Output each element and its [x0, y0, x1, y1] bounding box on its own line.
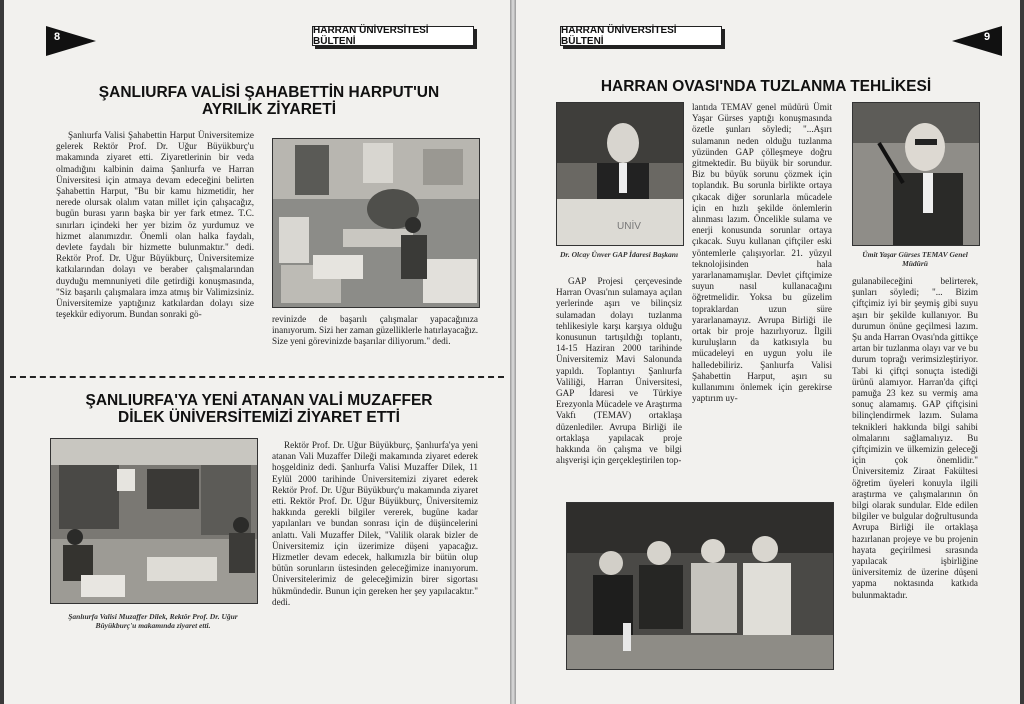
- office-visit-photo: [51, 439, 257, 603]
- article1-photo: [272, 138, 480, 308]
- article-col1: GAP Projesi çerçevesinde Harran Ovası'nın sulamaya açılan yerlerinde aşırı ve bilinçsiz sulamadan dolayı tuzlanma tehlikesiyle karşı karşıya olduğu konusunun tartışıldığı toplantı, 14-15 Haziran 2000 tarihinde Üniversitemiz Mavi Salonunda yapıldı. Toplantıyı Şanlıurfa Valiliği, Harran Üniversitesi, GAP İdaresi ve Türkiye Erezyonla Mücadele ve Araştırma Vakfı (TEMAV) ortaklaşa düzenlediler. Avrupa Birliği ile ortaklaşa yapılacak proje hakkında ön çalışma ve bilgi alışverişi için gerçekleştirilen top-: [556, 276, 682, 466]
- left-page: [4, 0, 510, 704]
- meeting-room-photo: [273, 139, 479, 307]
- bulletin-header: HARRAN ÜNİVERSİTESİ BÜLTENİ: [312, 26, 474, 46]
- right-page: [516, 0, 1020, 704]
- bulletin-header-right: HARRAN ÜNİVERSİTESİ BÜLTENİ: [560, 26, 722, 46]
- panel-photo: [566, 502, 834, 670]
- speaker1-caption: Dr. Olcay Ünver GAP İdaresi Başkanı: [559, 250, 679, 259]
- speaker-with-microphone-photo: [853, 103, 979, 245]
- article2-photo-caption: Şanlıurfa Valisi Muzaffer Dilek, Rektör Prof. Dr. Uğur Büyükburç'u makamında ziyaret etti.: [68, 612, 238, 630]
- article-col2: lantıda TEMAV genel müdürü Ümit Yaşar Gürses yaptığı konuşmasında özetle şunları söyledi; "...Aşırı sulamanın neden olduğu tuzlanma yüzünden GAP çölleşmeye doğru gitmektedir. Bu büyük bir sorundur. Biz bu büyük sorunu çözmek için toplandık. Bu sorunla birlikte ortaya çıkacak diğer sorunlarla mücadele için en hızlı şekilde önlemlerin alınması lazım. Öncelikle sulama ve enerji konusunda sorunlar ortaya çıkacak. Suyu kullanan çiftçiler eski yöntemlerle çalışıyorlar. 21. yüzyıl teknolojisinden hala yararlanamamışlar. Devlet çiftçimize suyun nasıl kullanacağını öğretmelidir. Yoksa bu güzelim topraklardan uzun süre yararlanamayız. Avrupa Birliği ile ortak bir proje hazırlıyoruz. İlgili kuruluşların da katkısıyla bu mücadeleyi en uygun yolu ile halledebiliriz. Şanlıurfa Valisi Şahabettin Harput, aşırı su kullanımını önlemek için gerekirse yaptırım uy-: [692, 102, 832, 404]
- page-number-right: 9: [984, 31, 991, 43]
- speaker2-photo: [852, 102, 980, 246]
- speaker1-photo: [556, 102, 684, 246]
- article2-title: ŞANLIURFA'YA YENİ ATANAN VALİ MUZAFFER DİLEK ÜNİVERSİTEMİZİ ZİYARET ETTİ: [85, 392, 433, 427]
- article2-text: Rektör Prof. Dr. Uğur Büyükburç, Şanlıurfa'ya yeni atanan Vali Muzaffer Dileği makamında ziyaret ederek hoşgeldiniz dedi. Şanlıurfa Valisi Muzaffer Dilek, 11 Eylül 2000 tarihinde Üniversitemizi ziyaret ederek Rektör Prof. Dr. Uğur Büyükburç'u makamında ziyaret etti. Rektör Prof. Dr. Uğur Büyükburç, Üniversitemiz hakkında gerekli bilgiler vererek, bugüne kadar yapılanları ve bundan sonrası için de düşüncelerini anlattı. Vali Muzaffer Dilek, "Valilik olarak bizler de Üniversitemiz için üzerimize düşeni yapacağız. Hizmetler devam edecek, halkımızla bir bütün olup bütün sorunların üstesinden geleceğimize inanıyorum. Üniversitelerimiz de geleceğimizin birer sigortası hükmündedir. Bunun için gereken her şey yapılacaktır." dedi.: [272, 440, 478, 607]
- article-col3: gulanabileceğini belirterek, şunları söyledi; "... Bizim çiftçimiz iyi bir şeymiş gibi suyu aşırı bir şekilde kullanıyor. Bu durumun önüne geçilmesi lazım. Şu anda Harran Ovası'nda gittikçe artan bir tuzlanma olayı var ve bu durum toprağı verimsizleştiriyor. Tabi ki çiftçi sonuçta istediği ürünü alamıyor. Harran'da çiftçi pamuğa 23 kez su vermiş ama sonuç alamamış. GAP çiftçisini bilinçlendirmek lazım. Sulama teknikleri hakkında bilgi sahibi olmalarını sağlamalıyız. Bu çiftçimizin ve ülkemizin geleceği için çok önemlidir." Üniversitemiz Ziraat Fakültesi öğretim üyeleri konuyla ilgili araştırma ve çalışmalarının ön bilgi olarak sundular. Elde edilen bilgiler ve bulgular doğrultusunda Avrupa Birliği ile ortaklaşa hazırlanan projeye ve bu projenin hayata geçirilmesi sırasında yapılacak işbirliğine üniversitemiz de üzerine düşeni yapma noktasında katkıda bulunmaktadır.: [852, 276, 978, 600]
- article1-col2: revinizde de başarılı çalışmalar yapacağınıza inanıyorum. Sizi her zaman güzelliklerle hatırlayacağız. Size yeni görevinizde başarılar diliyorum." dedi.: [272, 314, 478, 347]
- panel-meeting-photo: [567, 503, 833, 669]
- speaker-at-podium-photo: [557, 103, 683, 245]
- page-number: 8: [54, 31, 61, 43]
- section-divider: [10, 376, 504, 378]
- article-title: HARRAN OVASI'NDA TUZLANMA TEHLİKESİ: [600, 78, 932, 95]
- article1-title: ŞANLIURFA VALİSİ ŞAHABETTİN HARPUT'UN AYRILIK ZİYARETİ: [98, 84, 440, 119]
- article2-photo: [50, 438, 258, 604]
- svg-text:UNİV: UNİV: [617, 221, 641, 232]
- speaker2-caption: Ümit Yaşar Gürses TEMAV Genel Müdürü: [862, 250, 968, 268]
- article1-col1: Şanlıurfa Valisi Şahabettin Harput Üniversitemize gelerek Rektör Prof. Dr. Uğur Büyükburç'u makamında ziyaret etti. Ziyaretlerinin bir veda olmadığını kalbinin daima Şanlıurfa ve Harran Üniversitesi için atmaya devam edeceğini belirten Şahabettin Harput, "Bu bir kamu hizmetidir, her nerede olursak olalım vatan millet için çalışacağız, bugün burası yarın başka bir yer fark etmez. T.C. sınırları içindeki her yer bizim öz yurdumuz ve hizmet alanımızdır. Önemli olan halka faydalı, devlete faydalı bir hizmette bulunmaktır." dedi. Rektör Prof. Dr. Uğur Büyükburç, Üniversitemize katkılarından dolayı ve beraber çalışmalarından duyduğu memnuniyeti dile getirdiği konuşmasında, "Siz başarılı çalışmalara imza atmış bir Valimizsiniz. Üniversitemize yaptığınız katkılardan dolayı size teşekkür ediyorum. Bundan sonraki gö-: [56, 130, 254, 320]
